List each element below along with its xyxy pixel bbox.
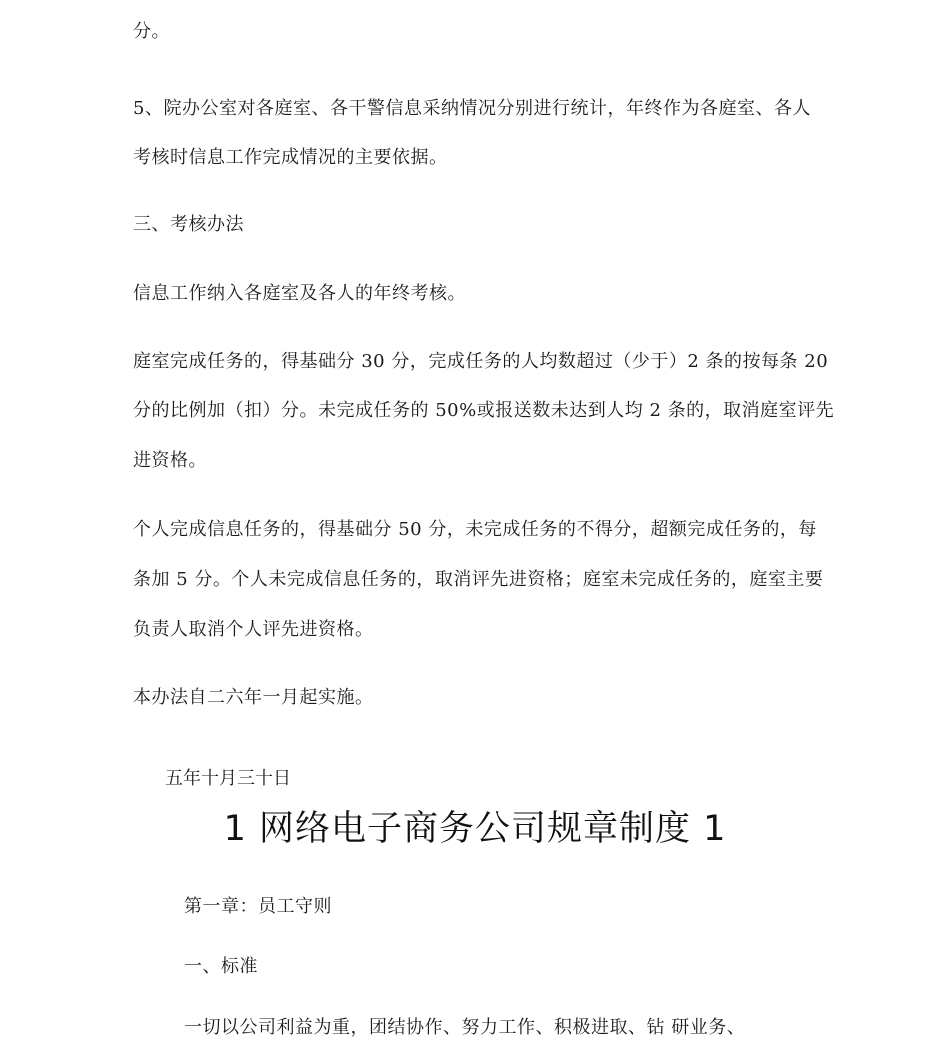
paragraph-line: 分的比例加（扣）分。未完成任务的 50%或报送数未达到人均 2 条的，取消庭室评先 <box>133 400 835 421</box>
document-title: 1 网络电子商务公司规章制度 1 <box>223 809 727 849</box>
paragraph-line: 负责人取消个人评先进资格。 <box>133 619 374 640</box>
paragraph-line: 5、院办公室对各庭室、各干警信息采纳情况分别进行统计，年终作为各庭室、各人 <box>133 98 811 119</box>
paragraph-line: 信息工作纳入各庭室及各人的年终考核。 <box>133 283 466 304</box>
chapter-heading: 第一章：员工守则 <box>184 896 332 917</box>
section-heading: 三、考核办法 <box>133 214 244 235</box>
paragraph-line: 本办法自二六年一月起实施。 <box>133 687 374 708</box>
paragraph-line: 进资格。 <box>133 450 207 471</box>
paragraph-line: 条加 5 分。个人未完成信息任务的，取消评先进资格；庭室未完成任务的，庭室主要 <box>133 569 824 590</box>
paragraph-line: 庭室完成任务的，得基础分 30 分，完成任务的人均数超过（少于）2 条的按每条 20 <box>133 351 829 372</box>
paragraph-line: 考核时信息工作完成情况的主要依据。 <box>133 147 448 168</box>
section-heading: 一、标准 <box>184 956 258 977</box>
paragraph-line: 一切以公司利益为重，团结协作、努力工作、积极进取、钻 研业务、 <box>184 1017 746 1038</box>
paragraph-line: 个人完成信息任务的，得基础分 50 分，未完成任务的不得分，超额完成任务的，每 <box>133 519 817 540</box>
document-date: 五年十月三十日 <box>165 768 291 789</box>
paragraph-line: 分。 <box>133 21 170 42</box>
